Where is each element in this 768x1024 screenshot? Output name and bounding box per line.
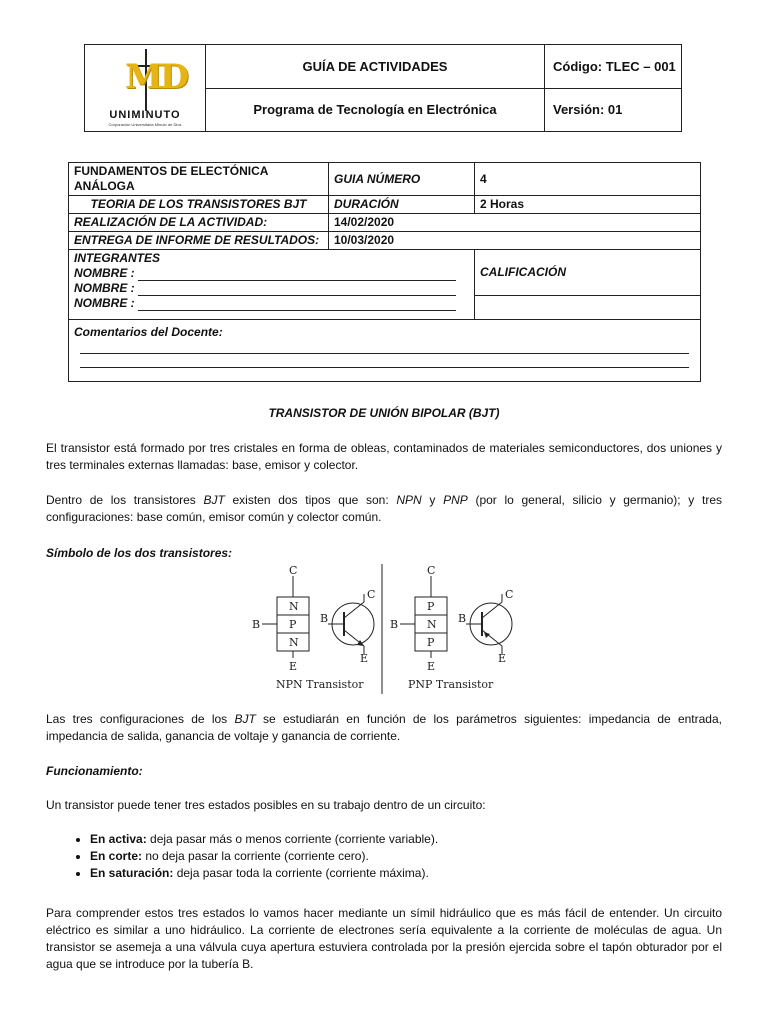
- pnp-symbol-b-label: B: [458, 612, 467, 625]
- pnp-block-diagram: [390, 564, 447, 673]
- npn-layer-1: N: [289, 600, 299, 613]
- members-label: INTEGRANTES: [74, 251, 161, 265]
- activity-info-table: [68, 162, 701, 382]
- paragraph-configurations: [46, 711, 722, 745]
- pnp-symbol-e-label: E: [498, 652, 507, 665]
- term-pnp: PNP: [443, 493, 468, 507]
- delivery-date: 10/03/2020: [329, 232, 701, 250]
- state-name: En corte:: [90, 849, 143, 863]
- guide-number-label: GUIA NÚMERO: [329, 163, 475, 196]
- pnp-caption: PNP Transistor: [408, 678, 494, 691]
- text-run: existen dos tipos que son:: [224, 493, 397, 507]
- document-header: [84, 44, 682, 132]
- paragraph-types: [46, 492, 722, 526]
- symbols-heading: Símbolo de los dos transistores:: [46, 546, 233, 560]
- npn-caption: NPN Transistor: [276, 678, 364, 691]
- paragraph-hydraulic-analogy: Para comprender estos tres estados lo vamos hacer mediante un símil hidráulico que es más fácil de entender. Un circuito eléctrico es similar a uno hidráulico. La corriente de electrones sería equivalente a la corriente de moléculas de agua. Un transistor se asemeja a una válvula cuya apertura estuviera controlada por la presión ejercida sobre el tapón obturador por el agua que se introduce por la tubería B.: [46, 906, 722, 971]
- pnp-e-label: E: [427, 660, 436, 673]
- term-npn: NPN: [396, 493, 422, 507]
- npn-symbol-e-label: E: [360, 652, 369, 665]
- name-line: [138, 269, 456, 281]
- state-description: no deja pasar la corriente (corriente cero).: [142, 849, 369, 863]
- logo-mark: MD: [125, 57, 187, 97]
- npn-layer-3: N: [289, 636, 299, 649]
- pnp-c-label: C: [427, 564, 436, 577]
- npn-e-label: E: [289, 660, 298, 673]
- comment-line[interactable]: [80, 340, 689, 354]
- name-field-3[interactable]: [74, 296, 469, 311]
- pnp-layer-3: P: [427, 636, 435, 649]
- npn-layer-2: P: [289, 618, 297, 631]
- name-field-1[interactable]: [74, 266, 469, 281]
- logo-cell: [85, 45, 206, 132]
- pnp-symbol-c-label: C: [505, 588, 514, 601]
- teacher-comments: [69, 320, 701, 382]
- transistor-symbols-figure: [248, 562, 520, 698]
- delivery-label: ENTREGA DE INFORME DE RESULTADOS:: [69, 232, 329, 250]
- document-version: Versión: 01: [545, 88, 682, 132]
- pnp-layer-2: N: [427, 618, 437, 631]
- guide-number-value: 4: [475, 163, 701, 196]
- name-label: NOMBRE :: [74, 296, 135, 310]
- npn-b-label: B: [252, 618, 261, 631]
- text-run: y: [421, 493, 444, 507]
- name-line: [138, 284, 456, 296]
- list-item: [90, 865, 766, 882]
- state-description: deja pasar más o menos corriente (corriente variable).: [146, 832, 439, 846]
- paragraph-intro: El transistor está formado por tres cristales en forma de obleas, contaminados de materiales semiconductores, dos uniones y tres terminales externas llamadas: base, emisor y colector.: [46, 441, 722, 472]
- state-name: En saturación:: [90, 866, 174, 880]
- npn-symbol-b-label: B: [320, 612, 329, 625]
- state-name: En activa:: [90, 832, 147, 846]
- duration-label: DURACIÓN: [329, 196, 475, 214]
- logo-subtext: Corporación Universitaria Minuto de Dios: [108, 122, 182, 127]
- course-name: FUNDAMENTOS DE ELECTÓNICA ANÁLOGA: [69, 163, 329, 196]
- text-run: (por lo general, silicio y germanio); y tres configuraciones: base común, emisor común y colector común.: [46, 493, 722, 524]
- realization-label: REALIZACIÓN DE LA ACTIVIDAD:: [69, 214, 329, 232]
- uniminuto-logo: [85, 45, 205, 131]
- functioning-heading: Funcionamiento:: [46, 764, 143, 778]
- name-label: NOMBRE :: [74, 266, 135, 280]
- npn-transistor-icon: [320, 588, 375, 665]
- states-list: [46, 831, 766, 882]
- name-field-2[interactable]: [74, 281, 469, 296]
- topic-name: TEORIA DE LOS TRANSISTORES BJT: [69, 196, 329, 214]
- pnp-layer-1: P: [427, 600, 435, 613]
- realization-date: 14/02/2020: [329, 214, 701, 232]
- section-title: TRANSISTOR DE UNIÓN BIPOLAR (BJT): [268, 406, 500, 420]
- pnp-b-label: B: [390, 618, 399, 631]
- logo-name: UNIMINUTO: [109, 109, 181, 121]
- list-item: [90, 848, 766, 865]
- npn-c-label: C: [289, 564, 298, 577]
- members-section: [69, 250, 475, 320]
- term-bjt: BJT: [203, 493, 225, 507]
- text-run: Dentro de los transistores: [46, 493, 204, 507]
- duration-value: 2 Horas: [475, 196, 701, 214]
- program-name: Programa de Tecnología en Electrónica: [206, 88, 545, 132]
- pnp-transistor-icon: [458, 588, 513, 665]
- paragraph-states-intro: Un transistor puede tener tres estados posibles en su trabajo dentro de un circuito:: [46, 798, 486, 812]
- name-label: NOMBRE :: [74, 281, 135, 295]
- state-description: deja pasar toda la corriente (corriente máxima).: [173, 866, 429, 880]
- document-code: Código: TLEC – 001: [545, 45, 682, 89]
- npn-block-diagram: [252, 564, 309, 673]
- grade-label: CALIFICACIÓN: [475, 250, 701, 296]
- text-run: Las tres configuraciones de los: [46, 712, 235, 726]
- grade-value-field[interactable]: [475, 296, 701, 320]
- list-item: [90, 831, 766, 848]
- text-run: se estudiarán en función de los parámetros siguientes: impedancia de entrada, impedancia de salida, ganancia de voltaje y ganancia de corriente.: [46, 712, 722, 743]
- npn-symbol-c-label: C: [367, 588, 376, 601]
- document-title: GUÍA DE ACTIVIDADES: [206, 45, 545, 89]
- name-line: [138, 299, 456, 311]
- comments-label: Comentarios del Docente:: [74, 325, 223, 339]
- term-bjt: BJT: [234, 712, 256, 726]
- comment-line[interactable]: [80, 354, 689, 368]
